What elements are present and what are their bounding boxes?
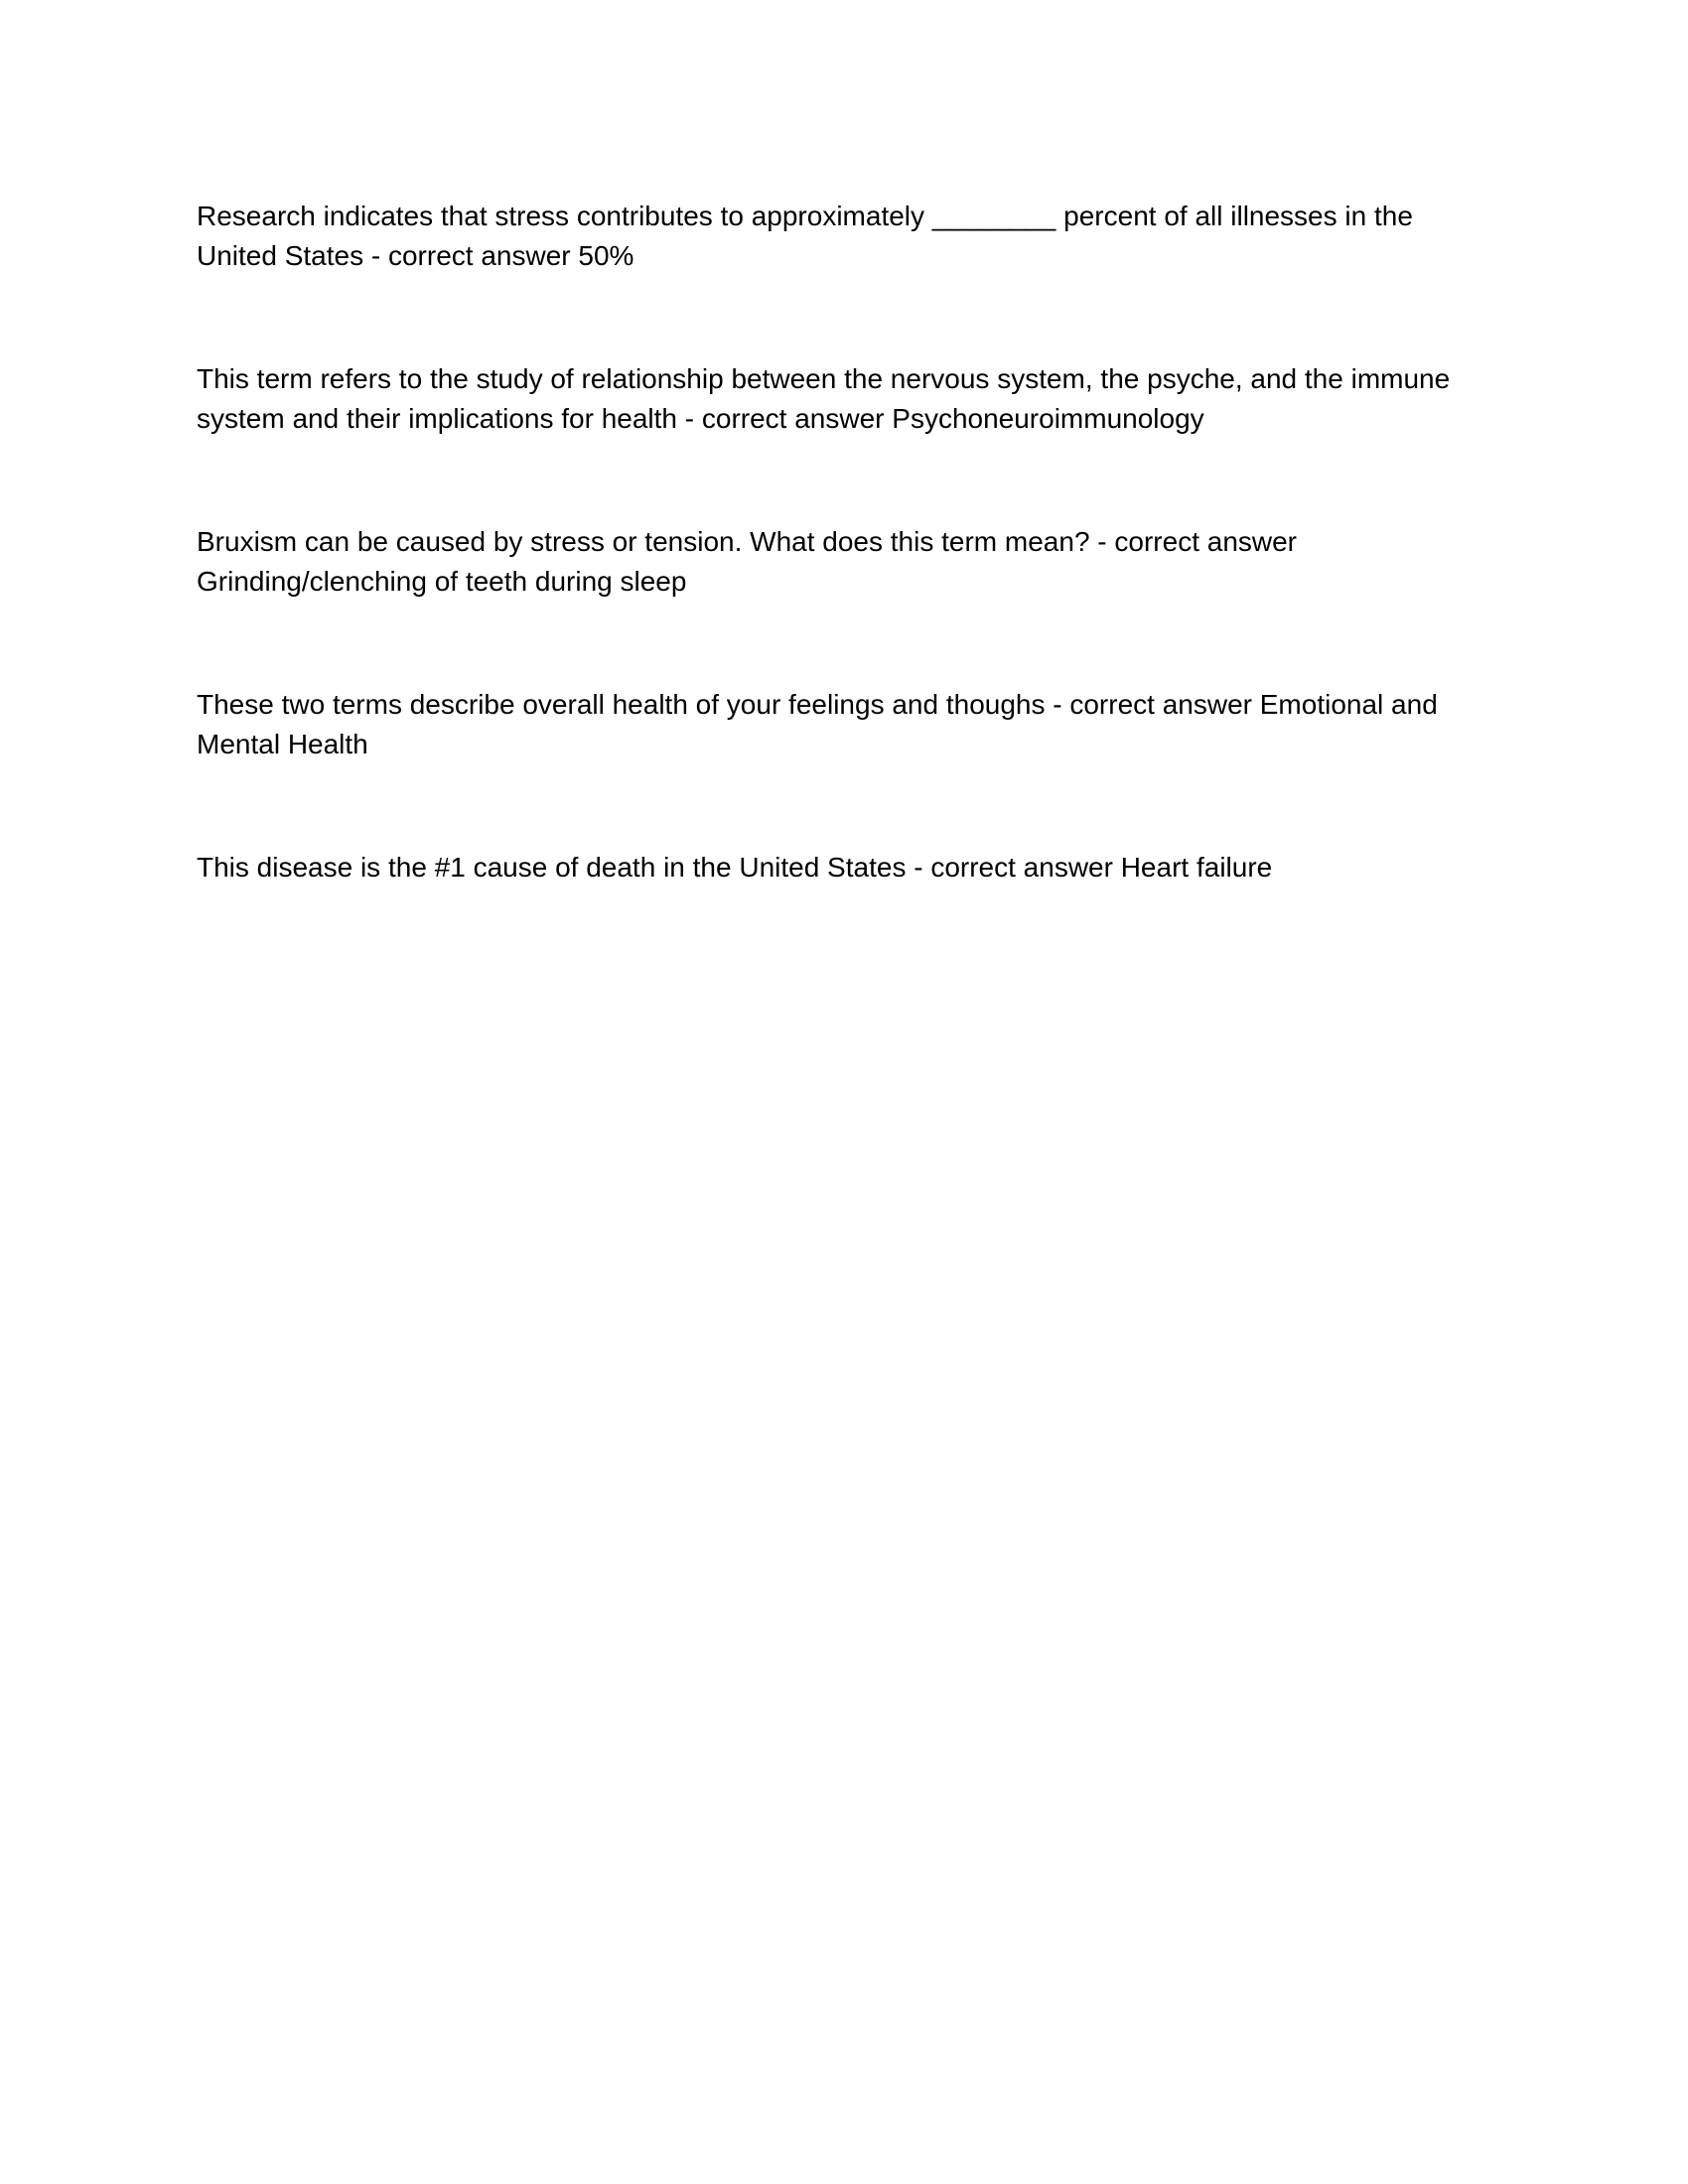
qa-list [197,197,1487,971]
qa-item: Research indicates that stress contributes to approximately ________ percent of all illnesses in the United States - correct answer 50% [197,201,1413,271]
qa-item: This disease is the #1 cause of death in the United States - correct answer Heart failure [197,852,1273,883]
qa-item: Bruxism can be caused by stress or tension. What does this term mean? - correct answer Grinding/clenching of teeth during sleep [197,526,1298,597]
qa-item: This term refers to the study of relationship between the nervous system, the psyche, and the immune system and their implications for health - correct answer Psychoneuroimmunology [197,363,1451,434]
qa-item: These two terms describe overall health of your feelings and thoughs - correct answer Emotional and Mental Health [197,689,1438,759]
